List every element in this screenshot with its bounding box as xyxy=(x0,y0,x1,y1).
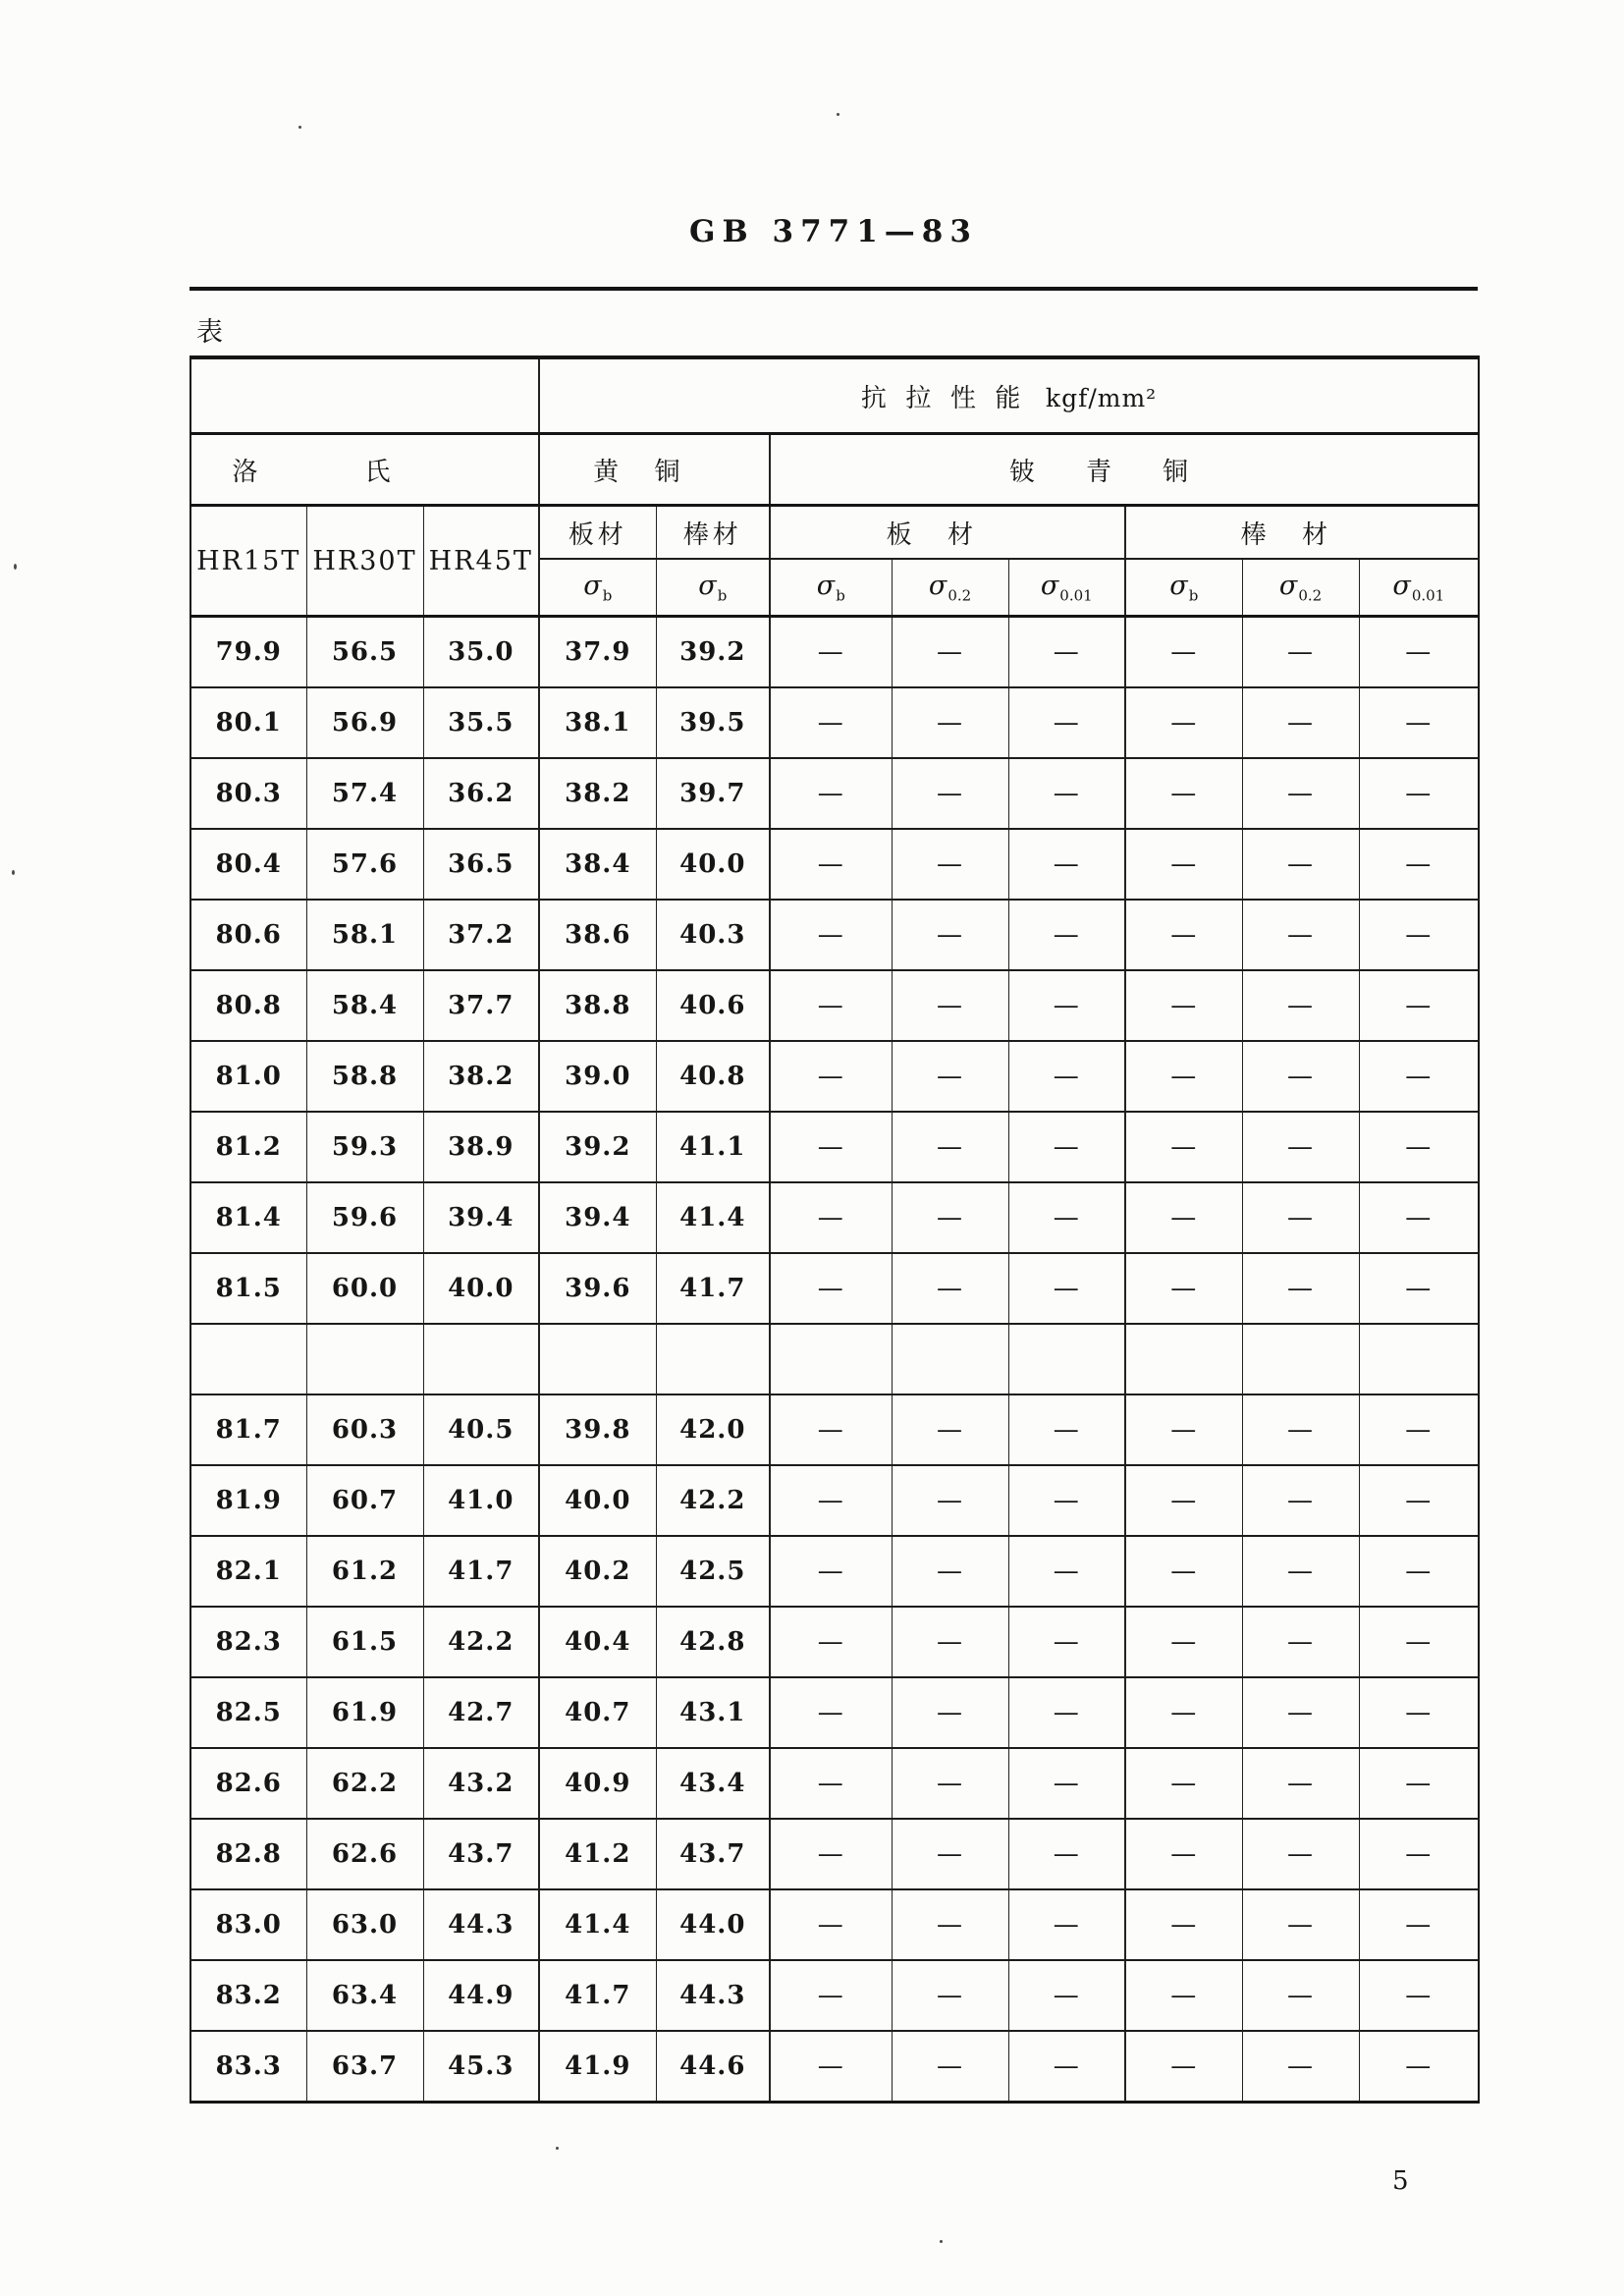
table-cell: — xyxy=(770,829,892,900)
table-cell: — xyxy=(770,1182,892,1253)
table-cell: 58.8 xyxy=(306,1041,423,1112)
table-cell: — xyxy=(1242,617,1359,688)
table-cell: — xyxy=(770,758,892,829)
table-cell: — xyxy=(1008,1607,1125,1677)
table-cell: — xyxy=(1008,1889,1125,1960)
table-cell: — xyxy=(1125,829,1242,900)
table-cell: 56.5 xyxy=(306,617,423,688)
table-cell: 83.2 xyxy=(190,1960,306,2031)
table-cell: — xyxy=(1359,617,1479,688)
table-cell: 42.2 xyxy=(656,1465,770,1536)
table-cell xyxy=(1242,1324,1359,1394)
table-cell: 61.5 xyxy=(306,1607,423,1677)
table-cell: — xyxy=(770,1677,892,1748)
table-row xyxy=(190,1394,1479,1465)
table-cell: 82.6 xyxy=(190,1748,306,1819)
table-cell: — xyxy=(1242,2031,1359,2103)
table-cell: — xyxy=(1242,829,1359,900)
table-cell xyxy=(656,1324,770,1394)
table-row xyxy=(190,1112,1479,1182)
table-cell: — xyxy=(770,1253,892,1324)
table-cell: — xyxy=(1008,1465,1125,1536)
table-cell: 39.8 xyxy=(539,1394,656,1465)
table-header xyxy=(190,357,1479,617)
table-cell: 61.9 xyxy=(306,1677,423,1748)
table-cell: — xyxy=(1008,1182,1125,1253)
table-cell: 80.4 xyxy=(190,829,306,900)
table-cell: 63.4 xyxy=(306,1960,423,2031)
table-cell: — xyxy=(1008,758,1125,829)
table-cell: 43.7 xyxy=(656,1819,770,1889)
brass-group-cell xyxy=(539,434,770,506)
table-row xyxy=(190,1041,1479,1112)
table-cell: — xyxy=(770,1394,892,1465)
table-cell: — xyxy=(1125,2031,1242,2103)
table-cell: — xyxy=(1008,829,1125,900)
table-cell xyxy=(306,1324,423,1394)
table-cell: 41.7 xyxy=(539,1960,656,2031)
table-cell: — xyxy=(1359,1748,1479,1819)
table-row xyxy=(190,1536,1479,1607)
table-cell: — xyxy=(892,1465,1008,1536)
table-cell: 40.4 xyxy=(539,1607,656,1677)
table-cell: 80.8 xyxy=(190,970,306,1041)
table-cell: — xyxy=(1242,1182,1359,1253)
table-cell: 38.2 xyxy=(539,758,656,829)
table-cell: 38.9 xyxy=(423,1112,539,1182)
table-cell: — xyxy=(1359,1819,1479,1889)
table-cell xyxy=(1125,1324,1242,1394)
table-cell: 44.3 xyxy=(423,1889,539,1960)
table-cell: — xyxy=(1242,1394,1359,1465)
table-cell: 38.8 xyxy=(539,970,656,1041)
table-cell: 57.4 xyxy=(306,758,423,829)
table-cell: — xyxy=(770,1041,892,1112)
table-cell: — xyxy=(770,970,892,1041)
table-cell: 44.9 xyxy=(423,1960,539,2031)
table-cell: — xyxy=(1008,687,1125,758)
scan-speckle xyxy=(940,2240,943,2243)
table-cell: 41.7 xyxy=(423,1536,539,1607)
table-cell: — xyxy=(1242,687,1359,758)
table-cell: — xyxy=(1008,1253,1125,1324)
tensile-unit: kgf/mm² xyxy=(1045,383,1158,412)
header-row-form xyxy=(190,506,1479,560)
table-cell: 40.8 xyxy=(656,1041,770,1112)
table-cell: — xyxy=(1125,687,1242,758)
table-cell: — xyxy=(1359,1889,1479,1960)
table-cell: 82.3 xyxy=(190,1607,306,1677)
table-cell: 63.0 xyxy=(306,1889,423,1960)
scan-speckle xyxy=(837,113,839,116)
table-cell: — xyxy=(1359,829,1479,900)
table-cell: — xyxy=(892,1182,1008,1253)
table-cell: 59.3 xyxy=(306,1112,423,1182)
bronze-bar-header: 棒材 xyxy=(1125,506,1479,560)
table-cell: 43.1 xyxy=(656,1677,770,1748)
table-cell: — xyxy=(1242,1960,1359,2031)
table-cell: 58.1 xyxy=(306,900,423,970)
table-cell: — xyxy=(1125,1960,1242,2031)
table-cell: — xyxy=(1125,1394,1242,1465)
table-cell: — xyxy=(1359,1394,1479,1465)
table-cell: — xyxy=(892,758,1008,829)
table-cell: — xyxy=(1359,1677,1479,1748)
table-cell: — xyxy=(892,1677,1008,1748)
table-cell: — xyxy=(1359,1182,1479,1253)
table-cell: 40.7 xyxy=(539,1677,656,1748)
table-cell: 43.4 xyxy=(656,1748,770,1819)
table-cell: — xyxy=(770,617,892,688)
sigma-0-01-header: $\sigma_{0.01}$ xyxy=(1008,559,1125,617)
table-cell: — xyxy=(1242,1041,1359,1112)
brass-bar-header: 棒材 xyxy=(656,506,770,560)
table-cell: 39.2 xyxy=(656,617,770,688)
table-cell: 39.4 xyxy=(423,1182,539,1253)
table-cell: — xyxy=(1008,1677,1125,1748)
table-cell: 43.7 xyxy=(423,1819,539,1889)
table-cell: — xyxy=(1125,1536,1242,1607)
scan-speckle xyxy=(556,2147,559,2150)
table-cell: 35.0 xyxy=(423,617,539,688)
table-caption: 表 xyxy=(196,317,223,348)
sigma-0-2-header: $\sigma_{0.2}$ xyxy=(1242,559,1359,617)
table-cell: — xyxy=(892,687,1008,758)
table-cell: — xyxy=(892,1112,1008,1182)
table-cell: 41.4 xyxy=(539,1889,656,1960)
table-cell: — xyxy=(1125,758,1242,829)
table-cell: — xyxy=(770,1889,892,1960)
scan-speckle xyxy=(12,870,15,875)
hardness-tensile-conversion-table xyxy=(189,355,1480,2104)
table-cell: 41.7 xyxy=(656,1253,770,1324)
table-row xyxy=(190,900,1479,970)
table-cell: — xyxy=(1008,1041,1125,1112)
table-cell: — xyxy=(892,1536,1008,1607)
brass-sheet-header: 板材 xyxy=(539,506,656,560)
table-cell: 62.2 xyxy=(306,1748,423,1819)
table-cell: — xyxy=(892,1253,1008,1324)
table-cell: — xyxy=(1125,1253,1242,1324)
table-body xyxy=(190,617,1479,2103)
table-cell: 40.0 xyxy=(539,1465,656,1536)
table-cell: 38.6 xyxy=(539,900,656,970)
tensile-title: 抗拉性能 xyxy=(860,383,1040,413)
table-row xyxy=(190,1324,1479,1394)
scan-speckle xyxy=(14,564,17,570)
table-cell: — xyxy=(1125,1041,1242,1112)
table-row xyxy=(190,617,1479,688)
rockwell-group-cell xyxy=(190,434,539,506)
table-cell: — xyxy=(1359,758,1479,829)
table-cell: 41.0 xyxy=(423,1465,539,1536)
table-cell: — xyxy=(1125,1819,1242,1889)
table-cell: — xyxy=(892,1819,1008,1889)
scan-speckle xyxy=(298,126,301,129)
table-row xyxy=(190,1960,1479,2031)
table-row xyxy=(190,1819,1479,1889)
table-cell: 41.1 xyxy=(656,1112,770,1182)
table-cell: — xyxy=(1359,1253,1479,1324)
table-cell: 42.8 xyxy=(656,1607,770,1677)
table-cell: — xyxy=(1242,1677,1359,1748)
table-cell: — xyxy=(1242,1889,1359,1960)
table-cell: 62.6 xyxy=(306,1819,423,1889)
table-cell: — xyxy=(770,1960,892,2031)
table-cell: 83.3 xyxy=(190,2031,306,2103)
table-cell: — xyxy=(770,1748,892,1819)
table-cell: — xyxy=(770,2031,892,2103)
table-cell: 36.5 xyxy=(423,829,539,900)
table-cell: — xyxy=(1242,900,1359,970)
table-cell: 81.5 xyxy=(190,1253,306,1324)
table-cell: 39.6 xyxy=(539,1253,656,1324)
table-cell: — xyxy=(770,1819,892,1889)
table-cell: — xyxy=(1359,1960,1479,2031)
table-cell: 41.2 xyxy=(539,1819,656,1889)
table-row xyxy=(190,1253,1479,1324)
table-cell: 39.0 xyxy=(539,1041,656,1112)
header-row-material xyxy=(190,434,1479,506)
table-cell: — xyxy=(1242,1465,1359,1536)
table-cell: — xyxy=(770,1536,892,1607)
table-cell: 81.0 xyxy=(190,1041,306,1112)
table-cell: — xyxy=(1359,970,1479,1041)
table-cell: — xyxy=(1125,1607,1242,1677)
page-number: 5 xyxy=(1392,2166,1409,2196)
table-cell: 38.2 xyxy=(423,1041,539,1112)
table-cell: 40.0 xyxy=(423,1253,539,1324)
table-cell: — xyxy=(1359,687,1479,758)
table-cell: 40.9 xyxy=(539,1748,656,1819)
table-cell: — xyxy=(1242,1253,1359,1324)
table-row xyxy=(190,1748,1479,1819)
hr30t-header: HR30T xyxy=(306,506,423,617)
table-cell xyxy=(1359,1324,1479,1394)
table-cell: — xyxy=(1242,1536,1359,1607)
table-cell: 79.9 xyxy=(190,617,306,688)
brass-label: 黄铜 xyxy=(593,457,716,487)
bronze-sheet-header: 板材 xyxy=(770,506,1125,560)
table-cell: 39.5 xyxy=(656,687,770,758)
table-cell: — xyxy=(1359,1536,1479,1607)
table-cell: 80.1 xyxy=(190,687,306,758)
table-cell: — xyxy=(1359,1041,1479,1112)
hr45t-header: HR45T xyxy=(423,506,539,617)
beryllium-bronze-label: 铍青铜 xyxy=(1009,457,1240,487)
table-cell: — xyxy=(1125,1889,1242,1960)
table-cell: 80.3 xyxy=(190,758,306,829)
table-cell: — xyxy=(1125,1748,1242,1819)
table-cell: — xyxy=(770,900,892,970)
table-cell: 40.6 xyxy=(656,970,770,1041)
table-cell: 41.4 xyxy=(656,1182,770,1253)
table-cell: 60.0 xyxy=(306,1253,423,1324)
table-cell: — xyxy=(1008,1960,1125,2031)
table-cell: — xyxy=(892,1607,1008,1677)
table-cell: — xyxy=(770,1465,892,1536)
table-cell: 38.1 xyxy=(539,687,656,758)
table-row xyxy=(190,970,1479,1041)
table-cell: — xyxy=(1125,1182,1242,1253)
sigma-0-2-header: $\sigma_{0.2}$ xyxy=(892,559,1008,617)
table-cell: 44.6 xyxy=(656,2031,770,2103)
table-row xyxy=(190,2031,1479,2103)
table-cell: — xyxy=(1008,617,1125,688)
tensile-title-cell xyxy=(539,357,1479,434)
sigma-b-header: $\sigma_b$ xyxy=(1125,559,1242,617)
table-cell: — xyxy=(1242,1819,1359,1889)
table-cell: 63.7 xyxy=(306,2031,423,2103)
header-rule xyxy=(189,287,1478,291)
table-cell: 60.3 xyxy=(306,1394,423,1465)
table-cell: 36.2 xyxy=(423,758,539,829)
table-cell: 81.4 xyxy=(190,1182,306,1253)
table-row xyxy=(190,758,1479,829)
table-cell: — xyxy=(892,1889,1008,1960)
table-cell: 42.2 xyxy=(423,1607,539,1677)
table-cell: — xyxy=(1008,2031,1125,2103)
table-cell: 61.2 xyxy=(306,1536,423,1607)
table-row xyxy=(190,1182,1479,1253)
table-cell: 45.3 xyxy=(423,2031,539,2103)
table-cell: — xyxy=(1242,758,1359,829)
sigma-b-header: $\sigma_b$ xyxy=(770,559,892,617)
table-cell: 38.4 xyxy=(539,829,656,900)
sigma-0-01-header: $\sigma_{0.01}$ xyxy=(1359,559,1479,617)
table-cell: 80.6 xyxy=(190,900,306,970)
table-cell: — xyxy=(1125,1112,1242,1182)
table-cell: — xyxy=(1125,617,1242,688)
hr15t-header: HR15T xyxy=(190,506,306,617)
table-cell: — xyxy=(892,617,1008,688)
table-cell: 42.7 xyxy=(423,1677,539,1748)
table-cell: — xyxy=(1242,970,1359,1041)
table-cell: 39.7 xyxy=(656,758,770,829)
table-row xyxy=(190,1889,1479,1960)
table-cell xyxy=(539,1324,656,1394)
table-cell: 81.2 xyxy=(190,1112,306,1182)
sigma-b-header: $\sigma_b$ xyxy=(656,559,770,617)
table-cell: 56.9 xyxy=(306,687,423,758)
table-cell: 82.1 xyxy=(190,1536,306,1607)
table-cell: 37.7 xyxy=(423,970,539,1041)
table-cell: — xyxy=(892,829,1008,900)
table-cell: 81.9 xyxy=(190,1465,306,1536)
table-cell: — xyxy=(770,687,892,758)
table-cell xyxy=(190,1324,306,1394)
table-cell: 44.3 xyxy=(656,1960,770,2031)
table-cell: — xyxy=(1008,900,1125,970)
table-cell: 58.4 xyxy=(306,970,423,1041)
table-cell: — xyxy=(1008,1394,1125,1465)
table-cell: 60.7 xyxy=(306,1465,423,1536)
header-row-tensile xyxy=(190,357,1479,434)
table-cell: 37.9 xyxy=(539,617,656,688)
table-cell: — xyxy=(1359,1112,1479,1182)
table-cell: — xyxy=(1359,900,1479,970)
table-row xyxy=(190,1677,1479,1748)
table-cell: — xyxy=(1008,1748,1125,1819)
table-row xyxy=(190,1465,1479,1536)
table-cell: — xyxy=(892,970,1008,1041)
table-cell xyxy=(892,1324,1008,1394)
table-cell: 82.8 xyxy=(190,1819,306,1889)
table-row xyxy=(190,829,1479,900)
table-cell xyxy=(770,1324,892,1394)
table-cell: — xyxy=(892,1960,1008,2031)
table-cell: 42.5 xyxy=(656,1536,770,1607)
table-cell: — xyxy=(1008,1112,1125,1182)
table-row xyxy=(190,1607,1479,1677)
table-cell: — xyxy=(1359,2031,1479,2103)
table-row xyxy=(190,687,1479,758)
table-cell: — xyxy=(1242,1607,1359,1677)
table-cell: 40.3 xyxy=(656,900,770,970)
table-cell: — xyxy=(1125,1465,1242,1536)
table-cell: — xyxy=(1008,970,1125,1041)
table-cell: 39.2 xyxy=(539,1112,656,1182)
table-cell: — xyxy=(1359,1607,1479,1677)
table-cell: 42.0 xyxy=(656,1394,770,1465)
table-cell: 39.4 xyxy=(539,1182,656,1253)
table-cell: 83.0 xyxy=(190,1889,306,1960)
table-cell: — xyxy=(1242,1112,1359,1182)
table-cell: — xyxy=(1008,1536,1125,1607)
table-cell: — xyxy=(770,1112,892,1182)
rockwell-label: 洛氏 xyxy=(232,457,498,487)
table-cell: — xyxy=(892,1041,1008,1112)
table-cell: — xyxy=(1008,1819,1125,1889)
table-cell: 57.6 xyxy=(306,829,423,900)
table-cell: 59.6 xyxy=(306,1182,423,1253)
table-cell: 40.5 xyxy=(423,1394,539,1465)
table-cell: — xyxy=(1125,900,1242,970)
table-cell: — xyxy=(892,900,1008,970)
table-cell: 43.2 xyxy=(423,1748,539,1819)
table-cell: — xyxy=(892,1748,1008,1819)
table-cell: 44.0 xyxy=(656,1889,770,1960)
standard-number: GB 3771—83 xyxy=(689,214,978,249)
table-cell: — xyxy=(1125,1677,1242,1748)
table-cell: 37.2 xyxy=(423,900,539,970)
table-cell: — xyxy=(892,1394,1008,1465)
table-cell xyxy=(1008,1324,1125,1394)
blank-corner-cell xyxy=(190,357,539,434)
sigma-b-header: $\sigma_b$ xyxy=(539,559,656,617)
table-cell: 40.2 xyxy=(539,1536,656,1607)
table-cell: — xyxy=(770,1607,892,1677)
table-cell: — xyxy=(1359,1465,1479,1536)
table-cell: — xyxy=(892,2031,1008,2103)
table-cell: 81.7 xyxy=(190,1394,306,1465)
table-cell: 40.0 xyxy=(656,829,770,900)
beryllium-bronze-group-cell xyxy=(770,434,1479,506)
table-cell: 82.5 xyxy=(190,1677,306,1748)
table-cell: — xyxy=(1242,1748,1359,1819)
table-cell xyxy=(423,1324,539,1394)
table-cell: — xyxy=(1125,970,1242,1041)
table-cell: 41.9 xyxy=(539,2031,656,2103)
table-cell: 35.5 xyxy=(423,687,539,758)
